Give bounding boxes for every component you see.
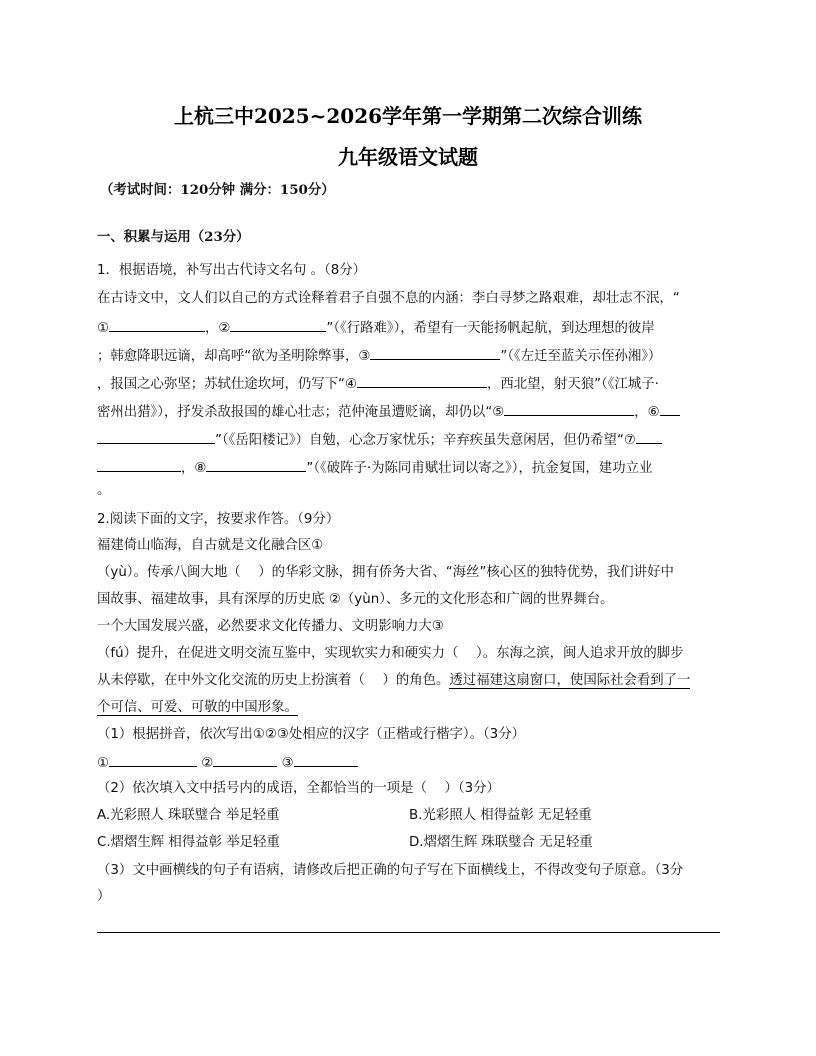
q1-line-4-text: ，报国之心弥坚；苏轼仕途坎坷，仍写下“④ bbox=[97, 377, 357, 392]
answer-blank-1[interactable] bbox=[109, 318, 205, 332]
answer-blank-8[interactable] bbox=[206, 458, 306, 472]
q1-line-1: 在古诗文中，文人们以自己的方式诠释着君子自强不息的内涵：李白寻梦之路艰难，却壮志不泯，“ bbox=[97, 291, 680, 306]
underlined-sentence-end: 个可信、可爱、可敬的中国形象。 bbox=[97, 700, 298, 715]
exam-subtitle: 九年级语文试题 bbox=[338, 145, 478, 169]
option-a[interactable]: A.光彩照人 珠联璧合 举足轻重 bbox=[97, 808, 280, 823]
q2-passage-6-text: 从未停歇，在中外文化交流的历史上扮演着（ ）的角色。 bbox=[97, 673, 450, 688]
answer-blank-7-end[interactable] bbox=[97, 458, 181, 472]
q2-sub2: （2）依次填入文中括号内的成语，全都恰当的一项是（ ）（3分） bbox=[97, 781, 500, 796]
q2-passage-2: （yù）。传承八闽大地（ ）的华彩文脉，拥有侨务大省、“海丝”核心区的独特优势，我们讲好中 bbox=[97, 565, 674, 580]
q2-sub1-blanks bbox=[97, 753, 722, 773]
exam-info: （考试时间：120分钟 满分：150分） bbox=[100, 182, 335, 198]
q2-prompt: 2.阅读下面的文字，按要求作答。（9分） bbox=[97, 512, 340, 527]
q1-line-4 bbox=[97, 374, 722, 394]
option-b[interactable]: B.光彩照人 相得益彰 无足轻重 bbox=[409, 808, 592, 823]
q1-line-5-text: 密州出猎》），抒发杀敌报国的雄心壮志；范仲淹虽遭贬谪，却仍以“⑤ bbox=[97, 405, 505, 420]
blank-2-marker: ，② bbox=[205, 321, 231, 336]
char-blank-1-marker: ① bbox=[97, 756, 110, 771]
q1-line-8: 。 bbox=[97, 483, 111, 498]
answer-line[interactable] bbox=[97, 932, 720, 933]
q1-prompt: 1．根据语境，补写出古代诗文名句 。（8分） bbox=[97, 263, 367, 278]
char-blank-3-marker: ③ bbox=[281, 756, 294, 771]
q1-line-6 bbox=[97, 430, 722, 450]
q1-line-7 bbox=[97, 458, 722, 478]
q1-line-2-text: ”（《行路难》），希望有一天能扬帆起航，到达理想的彼岸 bbox=[326, 321, 655, 336]
underlined-sentence-start: 透过福建这扇窗口，使国际社会看到了一 bbox=[449, 673, 691, 688]
q2-sub3-end: ） bbox=[97, 889, 111, 904]
char-blank-3[interactable] bbox=[294, 753, 358, 767]
answer-blank-7-start[interactable] bbox=[636, 430, 662, 444]
q2-passage-3: 国故事、福建故事，具有深厚的历史底 ②（yùn）、多元的文化形态和广阔的世界舞台。 bbox=[97, 592, 614, 607]
option-c[interactable]: C.熠熠生辉 相得益彰 举足轻重 bbox=[97, 835, 280, 850]
char-blank-1[interactable] bbox=[109, 753, 197, 767]
exam-title: 上杭三中2025~2026学年第一学期第二次综合训练 bbox=[173, 104, 643, 128]
blank-8-marker: ，⑧ bbox=[181, 461, 207, 476]
q1-line-4-tail: ，西北望，射天狼”（《江城子· bbox=[486, 377, 659, 392]
q2-passage-7 bbox=[97, 699, 722, 717]
q2-sub3: （3）文中画横线的句子有语病，请修改后把正确的句子写在下面横线上，不得改变句子原意。（3分 bbox=[97, 863, 684, 878]
answer-blank-3[interactable] bbox=[370, 346, 500, 360]
char-blank-2[interactable] bbox=[213, 753, 277, 767]
answer-blank-6-end[interactable] bbox=[97, 430, 215, 444]
answer-blank-4[interactable] bbox=[357, 374, 487, 388]
answer-blank-2[interactable] bbox=[230, 318, 326, 332]
q1-line-3-text: ；韩愈降职远谪，却高呼“欲为圣明除弊事，③ bbox=[97, 349, 371, 364]
char-blank-2-marker: ② bbox=[201, 756, 214, 771]
answer-blank-6-start[interactable] bbox=[660, 402, 680, 416]
blank-6-marker: ，⑥ bbox=[634, 405, 660, 420]
q1-line-3 bbox=[97, 346, 722, 366]
section-heading: 一、积累与运用（23分） bbox=[97, 229, 250, 245]
blank-1-marker: ① bbox=[97, 321, 110, 336]
q1-line-5 bbox=[97, 402, 722, 422]
q2-passage-5: （fú）提升，在促进文明交流互鉴中，实现软实力和硬实力（ ）。东海之滨，闽人追求开放的脚步 bbox=[97, 646, 684, 661]
q1-line-3-tail: ”（《左迁至蓝关示侄孙湘》） bbox=[500, 349, 662, 364]
q2-passage-1: 福建倚山临海，自古就是文化融合区① bbox=[97, 538, 324, 553]
q1-line-7-text: ”（《破阵子·为陈同甫赋壮词以寄之》），抗金复国，建功立业 bbox=[306, 461, 653, 476]
q1-line-6-text: ”（《岳阳楼记》）自勉，心念万家忧乐；辛弃疾虽失意闲居，但仍希望“⑦ bbox=[215, 433, 636, 448]
q2-passage-4: 一个大国发展兴盛，必然要求文化传播力、文明影响力大③ bbox=[97, 619, 444, 634]
q2-passage-6 bbox=[97, 672, 722, 690]
q1-line-2 bbox=[97, 318, 722, 338]
answer-blank-5[interactable] bbox=[504, 402, 634, 416]
option-d[interactable]: D.熠熠生辉 珠联璧合 无足轻重 bbox=[409, 835, 593, 850]
q2-sub1: （1）根据拼音，依次写出①②③处相应的汉字（正楷或行楷字）。（3分） bbox=[97, 727, 525, 742]
